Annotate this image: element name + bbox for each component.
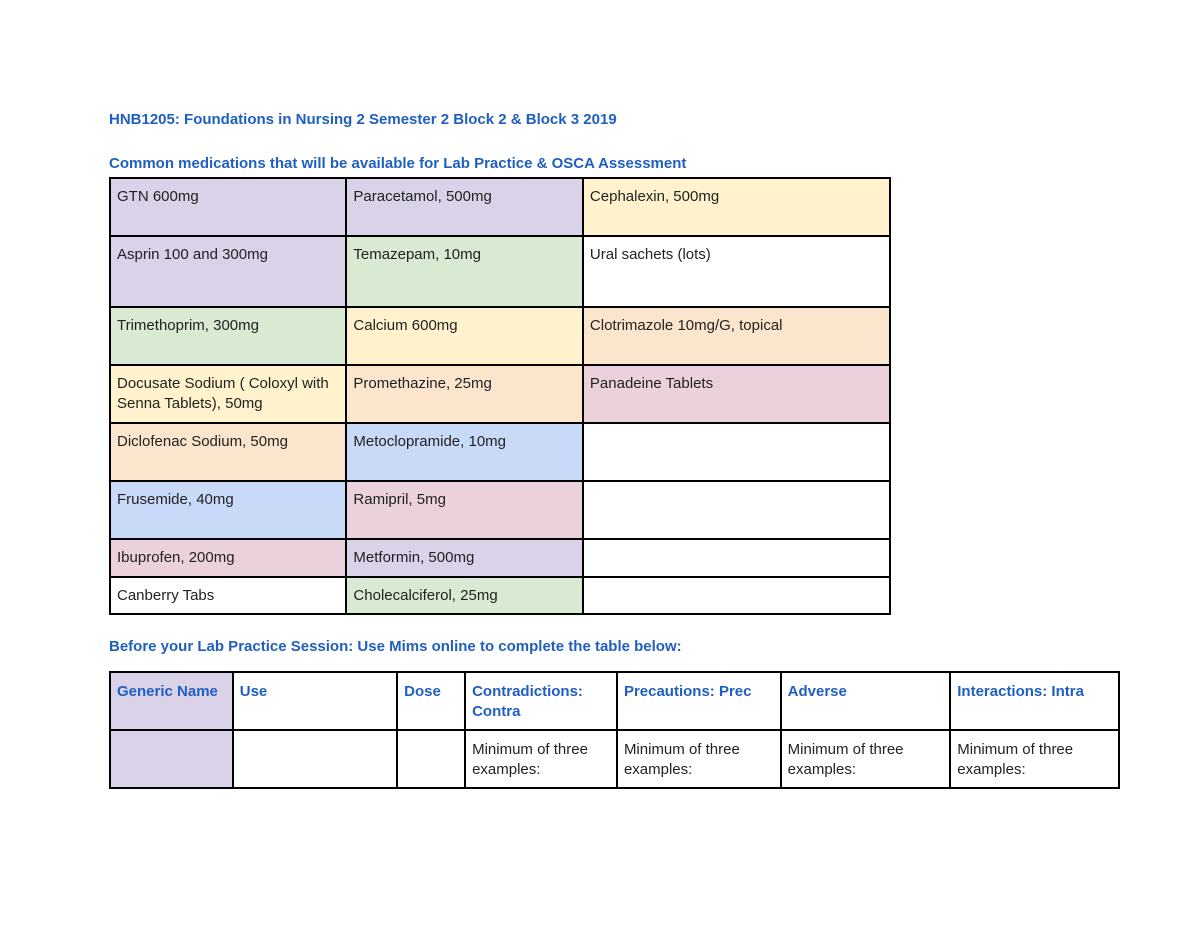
medications-heading: Common medications that will be available for Lab Practice & OSCA Assessment (109, 155, 687, 172)
table-row (110, 423, 890, 481)
column-header-dose: Dose (397, 672, 465, 730)
document-title: HNB1205: Foundations in Nursing 2 Semester 2 Block 2 & Block 3 2019 (109, 111, 617, 128)
medication-cell: Metformin, 500mg (346, 539, 583, 577)
column-header-use: Use (233, 672, 397, 730)
medication-cell: Canberry Tabs (110, 577, 346, 614)
precautions-cell[interactable]: Minimum of three examples: (617, 730, 781, 788)
medication-cell: Docusate Sodium ( Coloxyl with Senna Tablets), 50mg (110, 365, 346, 423)
medication-cell: Asprin 100 and 300mg (110, 236, 346, 307)
medication-cell: Paracetamol, 500mg (346, 178, 583, 236)
column-header-interactions: Interactions: Intra (950, 672, 1119, 730)
medication-cell: Ibuprofen, 200mg (110, 539, 346, 577)
table-row (110, 236, 890, 307)
medications-table (109, 177, 891, 615)
medication-cell: Diclofenac Sodium, 50mg (110, 423, 346, 481)
medication-cell (583, 577, 890, 614)
medication-cell: Metoclopramide, 10mg (346, 423, 583, 481)
use-cell[interactable] (233, 730, 397, 788)
contradictions-cell[interactable]: Minimum of three examples: (465, 730, 617, 788)
mims-table (109, 671, 1120, 789)
medication-cell: Panadeine Tablets (583, 365, 890, 423)
medication-cell: Calcium 600mg (346, 307, 583, 365)
medication-cell: Ural sachets (lots) (583, 236, 890, 307)
medication-cell: Cholecalciferol, 25mg (346, 577, 583, 614)
medication-cell: GTN 600mg (110, 178, 346, 236)
table-row (110, 307, 890, 365)
medication-cell (583, 539, 890, 577)
medication-cell: Ramipril, 5mg (346, 481, 583, 539)
table-row (110, 730, 1119, 788)
dose-cell[interactable] (397, 730, 465, 788)
column-header-precautions: Precautions: Prec (617, 672, 781, 730)
generic-name-cell[interactable] (110, 730, 233, 788)
table-row (110, 481, 890, 539)
table-row (110, 365, 890, 423)
medication-cell: Trimethoprim, 300mg (110, 307, 346, 365)
medication-cell: Frusemide, 40mg (110, 481, 346, 539)
adverse-cell[interactable]: Minimum of three examples: (781, 730, 951, 788)
table-row (110, 539, 890, 577)
medication-cell (583, 423, 890, 481)
medication-cell (583, 481, 890, 539)
column-header-contradictions: Contradictions: Contra (465, 672, 617, 730)
lab-practice-heading: Before your Lab Practice Session: Use Mims online to complete the table below: (109, 638, 682, 655)
interactions-cell[interactable]: Minimum of three examples: (950, 730, 1119, 788)
column-header-adverse: Adverse (781, 672, 951, 730)
medication-cell: Cephalexin, 500mg (583, 178, 890, 236)
table-row (110, 577, 890, 614)
medication-cell: Promethazine, 25mg (346, 365, 583, 423)
table-header-row (110, 672, 1119, 730)
medication-cell: Clotrimazole 10mg/G, topical (583, 307, 890, 365)
medication-cell: Temazepam, 10mg (346, 236, 583, 307)
table-row (110, 178, 890, 236)
column-header-generic-name: Generic Name (110, 672, 233, 730)
